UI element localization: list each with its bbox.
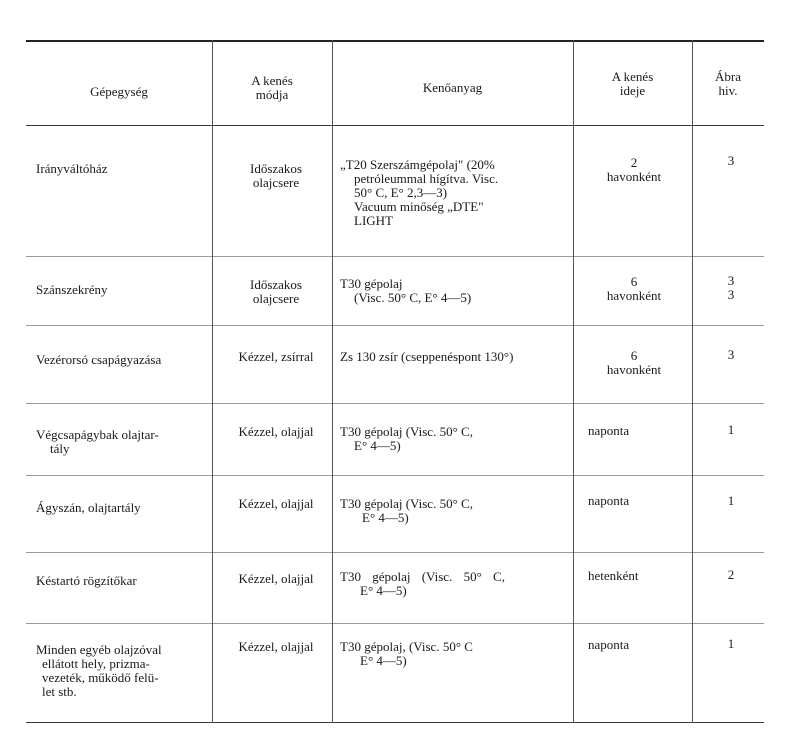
row-lubricant: T30 gépolaj (Visc. 50° C, E° 4—5)	[340, 496, 473, 525]
row-figure: 3	[727, 347, 735, 362]
row-part: Vezérorsó csapágyazása	[36, 352, 162, 367]
row-method: Időszakos olajcsere	[250, 277, 302, 306]
header-part: Gépegység	[90, 84, 148, 99]
header-lubricant: Kenőanyag	[422, 80, 483, 95]
column-divider	[573, 40, 574, 723]
row-divider	[26, 623, 764, 624]
row-divider	[26, 475, 764, 476]
table-top-rule	[26, 40, 764, 42]
table-bottom-rule	[26, 722, 764, 723]
row-lubricant: „T20 Szerszámgépolaj" (20% petróleummal hígítva. Visc. 50° C, E° 2,3—3) Vacuum minőség „DTE" LIGHT	[340, 157, 499, 228]
row-lubricant: T30 gépolaj (Visc. 50° C, E° 4—5)	[340, 569, 505, 598]
row-figure: 3 3	[727, 273, 735, 302]
header-bottom-rule	[26, 125, 764, 126]
row-figure: 1	[727, 422, 735, 437]
row-figure: 2	[727, 567, 735, 582]
header-time: A kenés ideje	[611, 69, 654, 98]
header-figure: Ábra hiv.	[715, 69, 741, 98]
row-method: Kézzel, olajjal	[238, 639, 314, 654]
row-figure: 3	[727, 153, 735, 168]
column-divider	[692, 40, 693, 723]
row-time: 6 havonként	[606, 274, 662, 303]
row-method: Kézzel, zsírral	[238, 349, 314, 364]
row-part: Irányváltóház	[36, 161, 108, 176]
row-divider	[26, 325, 764, 326]
row-time: naponta	[588, 637, 630, 652]
row-part: Szánszekrény	[36, 282, 108, 297]
row-part: Végcsapágybak olajtar- tály	[36, 427, 159, 456]
row-divider	[26, 403, 764, 404]
row-time: hetenként	[588, 568, 639, 583]
row-divider	[26, 552, 764, 553]
column-divider	[212, 40, 213, 723]
row-method: Kézzel, olajjal	[238, 571, 314, 586]
row-method: Időszakos olajcsere	[250, 161, 302, 190]
row-lubricant: T30 gépolaj (Visc. 50° C, E° 4—5)	[340, 276, 472, 305]
header-method: A kenés módja	[251, 73, 293, 102]
column-divider	[332, 40, 333, 723]
row-time: naponta	[588, 493, 630, 508]
row-lubricant: T30 gépolaj (Visc. 50° C, E° 4—5)	[340, 424, 473, 453]
row-divider	[26, 256, 764, 257]
row-time: 2 havonként	[606, 155, 662, 184]
row-part: Minden egyéb olajzóval ellátott hely, prizma- vezeték, működő felü- let stb.	[36, 642, 162, 699]
row-figure: 1	[727, 636, 735, 651]
row-lubricant: T30 gépolaj, (Visc. 50° C E° 4—5)	[340, 639, 473, 668]
row-time: naponta	[588, 423, 630, 438]
row-method: Kézzel, olajjal	[238, 424, 314, 439]
row-part: Ágyszán, olajtartály	[36, 500, 141, 515]
row-lubricant: Zs 130 zsír (cseppenéspont 130°)	[340, 349, 514, 364]
row-figure: 1	[727, 493, 735, 508]
row-time: 6 havonként	[606, 348, 662, 377]
row-part: Késtartó rögzítőkar	[36, 573, 137, 588]
row-method: Kézzel, olajjal	[238, 496, 314, 511]
